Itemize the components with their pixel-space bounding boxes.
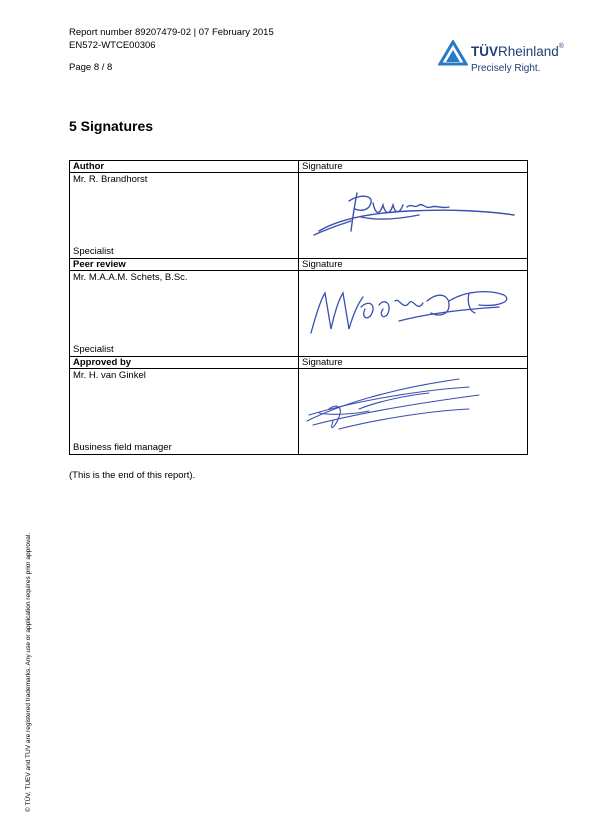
row-label: Peer review [70, 259, 299, 271]
signature-cell [299, 271, 528, 357]
table-row [70, 369, 528, 455]
person-name: Mr. M.A.A.M. Schets, B.Sc. [73, 272, 188, 283]
person-cell [70, 369, 299, 455]
person-name: Mr. H. van Ginkel [73, 370, 146, 381]
signature-label: Signature [299, 357, 528, 369]
document-id: EN572-WTCE00306 [69, 39, 156, 51]
table-row [70, 357, 528, 369]
tuv-triangle-logo-icon [438, 40, 468, 66]
signature-label: Signature [299, 161, 528, 173]
person-cell [70, 271, 299, 357]
table-row [70, 173, 528, 259]
person-cell [70, 173, 299, 259]
row-label: Author [70, 161, 299, 173]
handwritten-signature [299, 271, 527, 356]
handwritten-signature [299, 369, 527, 454]
table-row [70, 161, 528, 173]
tuv-logo [438, 40, 583, 76]
signature-label: Signature [299, 259, 528, 271]
logo-brand: TÜVRheinland® [471, 43, 564, 59]
signature-cell [299, 173, 528, 259]
report-header [69, 27, 274, 75]
report-number: Report number 89207479-02 | 07 February 2015 [69, 27, 274, 38]
person-role: Specialist [73, 246, 114, 257]
table-row [70, 259, 528, 271]
page-number: Page 8 / 8 [69, 62, 113, 73]
table-row [70, 271, 528, 357]
person-role: Specialist [73, 344, 114, 355]
trademark-note: © TÜV, TUEV and TUV are registered trademarks. Any use or application requires prior approval. [25, 532, 32, 812]
signature-table [69, 160, 528, 455]
logo-tagline: Precisely Right. [471, 63, 541, 74]
handwritten-signature [299, 173, 527, 258]
row-label: Approved by [70, 357, 299, 369]
person-name: Mr. R. Brandhorst [73, 174, 148, 185]
end-note: (This is the end of this report). [69, 470, 196, 481]
section-title: 5 Signatures [69, 118, 154, 134]
signature-cell [299, 369, 528, 455]
person-role: Business field manager [73, 442, 172, 453]
